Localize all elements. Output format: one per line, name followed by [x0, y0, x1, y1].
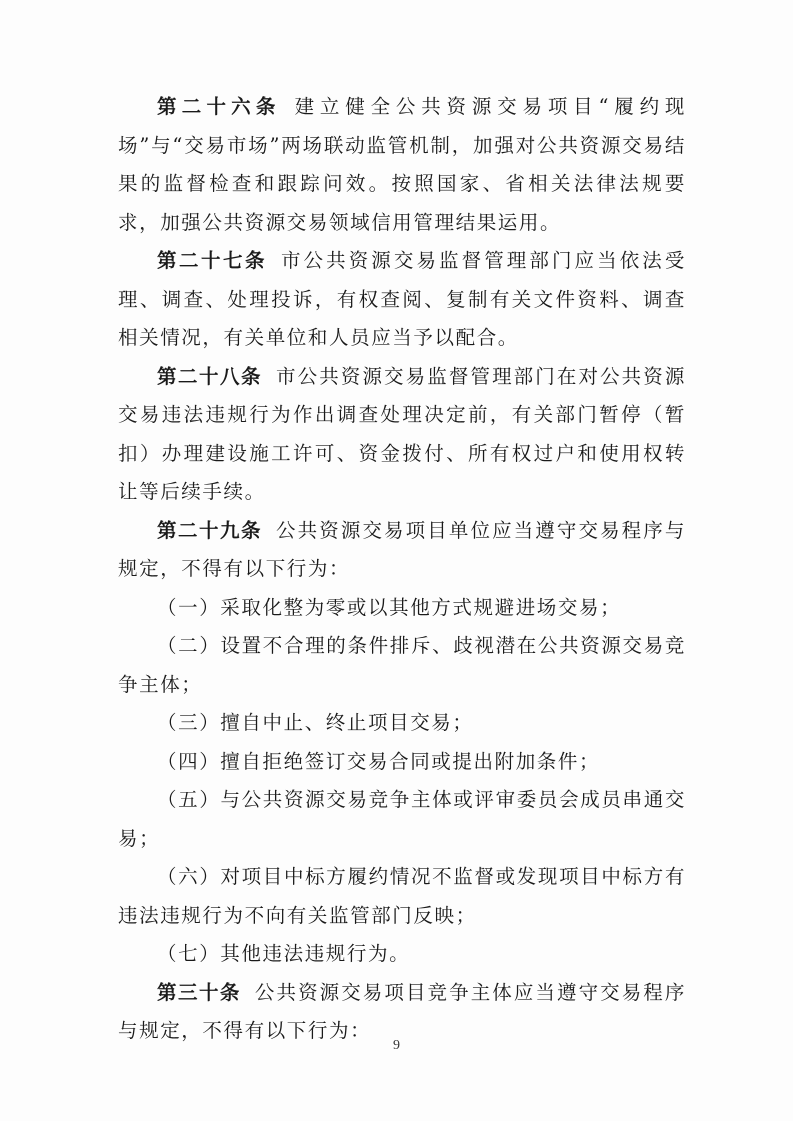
list-item-text: （三）擅自中止、终止项目交易； — [157, 711, 474, 734]
article-text: 建立健全公共资源交易项目“履约现场”与“交易市场”两场联动监管机制，加强对公共资源交易结果的监督检查和跟踪问效。按照国家、省相关法律法规要求，加强公共资源交易领域信用管理结果运用。 — [118, 95, 686, 234]
article-26 — [118, 88, 686, 242]
article-text: 市公共资源交易监督管理部门应当依法受理、调查、处理投诉，有权查阅、复制有关文件资料、调查相关情况，有关单位和人员应当予以配合。 — [118, 249, 686, 349]
list-item-text: （四）擅自拒绝签订交易合同或提出附加条件； — [157, 749, 601, 773]
page-number: 9 — [393, 1038, 400, 1053]
list-item — [118, 743, 686, 782]
list-item-text: （一）采取化整为零或以其他方式规避进场交易； — [157, 595, 622, 619]
article-heading: 第二十九条 — [157, 518, 263, 542]
article-heading: 第二十六条 — [157, 95, 281, 118]
article-heading: 第二十八条 — [157, 364, 263, 388]
list-item-text: （六）对项目中标方履约情况不监督或发现项目中标方有违法违规行为不向有关监管部门反映； — [118, 865, 686, 927]
article-heading: 第三十条 — [157, 980, 241, 1004]
article-text: 市公共资源交易监督管理部门在对公共资源交易违法违规行为作出调查处理决定前，有关部门暂停（暂扣）办理建设施工许可、资金拨付、所有权过户和使用权转让等后续手续。 — [118, 364, 686, 503]
article-29 — [118, 512, 686, 589]
list-item-text: （二）设置不合理的条件排斥、歧视潜在公共资源交易竞争主体； — [118, 634, 686, 696]
list-item-text: （五）与公共资源交易竞争主体或评审委员会成员串通交易； — [118, 788, 686, 850]
article-heading: 第二十七条 — [157, 249, 267, 272]
article-text: 公共资源交易项目单位应当遵守交易程序与规定，不得有以下行为： — [118, 518, 686, 580]
list-item — [118, 858, 686, 935]
article-28 — [118, 358, 686, 512]
list-item — [118, 781, 686, 858]
list-item — [118, 627, 686, 704]
list-item-text: （七）其他违法违规行为。 — [157, 942, 411, 965]
article-27 — [118, 242, 686, 358]
list-item — [118, 935, 686, 974]
list-item — [118, 589, 686, 628]
article-text: 公共资源交易项目竞争主体应当遵守交易程序与规定，不得有以下行为： — [118, 980, 686, 1042]
list-item — [118, 704, 686, 743]
document-body — [118, 88, 686, 1051]
